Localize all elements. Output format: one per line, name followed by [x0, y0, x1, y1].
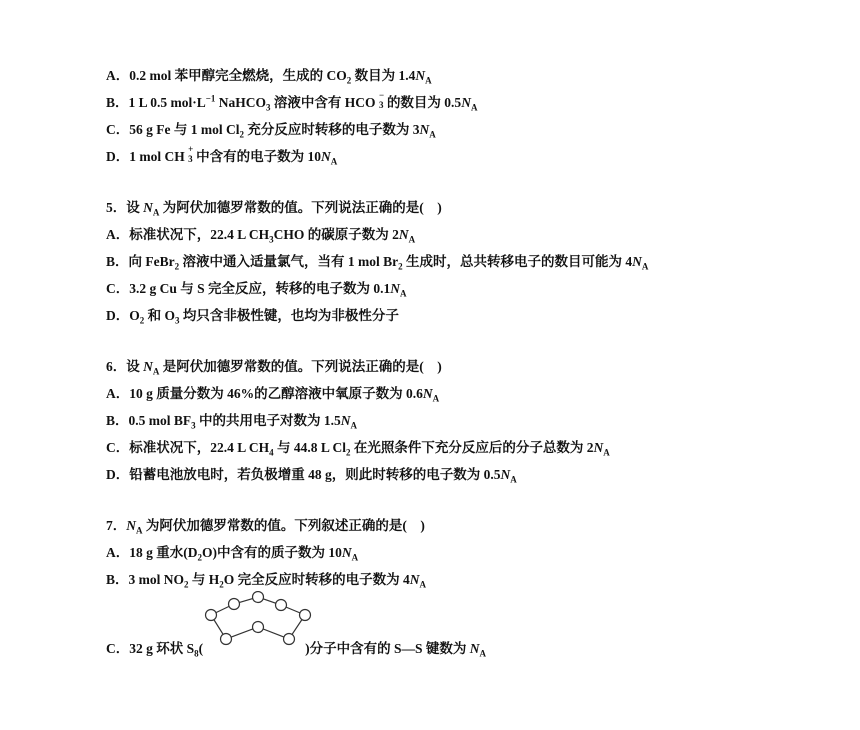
q5-option-a — [106, 223, 415, 245]
text: 的数目为 0.5 — [386, 95, 462, 110]
subscript: 2 — [219, 579, 224, 590]
text: C．3.2 g Cu 与 S 完全反应，转移的电子数为 0.1 — [106, 281, 391, 296]
subscript: 2 — [346, 447, 351, 458]
subscript: A — [350, 420, 358, 431]
text: 数目为 1.4 — [351, 68, 416, 83]
subscript: A — [510, 474, 517, 485]
subscript: 3 — [175, 315, 180, 326]
text: 与 44.8 L Cl — [273, 440, 347, 455]
s8-ring-structure — [203, 591, 315, 653]
text: O 完全反应时转移的电子数为 4 — [223, 572, 410, 587]
text: 和 O — [144, 308, 176, 323]
q5-option-d — [106, 304, 399, 326]
na-symbol: N — [461, 95, 471, 110]
text: )分子中含有的 S—S 键数为 — [305, 641, 470, 656]
na-symbol: N — [593, 440, 604, 455]
text: NaHCO — [215, 95, 267, 110]
na-symbol: N — [321, 149, 331, 164]
subscript: 2 — [398, 261, 403, 272]
q5-option-b — [106, 250, 648, 272]
sulfur-atom — [300, 610, 311, 621]
na-symbol: N — [422, 386, 433, 401]
text: 中含有的电子数为 10 — [196, 149, 321, 164]
subscript: 2 — [174, 261, 180, 272]
text: B．0.5 mol BF — [106, 413, 192, 428]
subscript: A — [408, 234, 416, 245]
text: 与 H — [188, 572, 220, 587]
q5-option-c — [106, 277, 407, 299]
sulfur-atom — [229, 599, 240, 610]
na-symbol: N — [632, 254, 642, 269]
na-symbol: N — [143, 200, 153, 215]
subscript: A — [470, 102, 478, 113]
subscript: 3 — [269, 234, 274, 245]
subscript: A — [330, 156, 338, 167]
text: D．铅蓄电池放电时，若负极增重 48 g，则此时转移的电子数为 0.5 — [106, 467, 501, 482]
q4-option-b — [106, 91, 477, 113]
q4-option-d — [106, 145, 337, 167]
subscript: 3 — [188, 154, 193, 164]
na-symbol: N — [500, 467, 511, 482]
na-symbol: N — [409, 572, 420, 587]
superscript: + — [188, 144, 194, 154]
superscript: − — [378, 90, 385, 100]
q7-option-b — [106, 568, 426, 590]
text: C．56 g Fe 与 1 mol Cl — [106, 122, 240, 137]
subscript: A — [641, 261, 649, 272]
na-symbol: N — [398, 227, 409, 242]
sulfur-atom — [276, 600, 287, 611]
subscript: 2 — [184, 579, 189, 590]
text: 7． — [106, 518, 127, 533]
subscript: A — [479, 648, 487, 659]
subscript: 2 — [239, 129, 244, 140]
subscript: 4 — [269, 447, 274, 458]
ion-charge — [378, 90, 387, 110]
subscript: A — [152, 366, 160, 377]
subscript: A — [136, 525, 143, 536]
na-symbol: N — [419, 122, 430, 137]
text: CHO 的碳原子数为 2 — [273, 227, 399, 242]
na-symbol: N — [415, 68, 426, 83]
q4-option-a — [106, 64, 432, 86]
sulfur-atom — [253, 622, 264, 633]
text: 中的共用电子对数为 1.5 — [195, 413, 341, 428]
q7-option-a — [106, 541, 358, 563]
text: 6．设 — [106, 359, 144, 374]
text: 溶液中通入适量氯气，当有 1 mol Br — [179, 254, 399, 269]
subscript: 3 — [266, 102, 271, 113]
sulfur-atom — [253, 592, 264, 603]
text: D．1 mol CH — [106, 149, 189, 164]
text: 均只含非极性键，也均为非极性分子 — [179, 308, 399, 323]
q6-option-b — [106, 409, 357, 431]
text: B．3 mol NO — [106, 572, 185, 587]
subscript: 2 — [139, 315, 145, 326]
na-symbol: N — [126, 518, 136, 533]
text: 为阿伏加德罗常数的值。下列说法正确的是( ) — [159, 200, 442, 215]
text: 在光照条件下充分反应后的分子总数为 2 — [350, 440, 594, 455]
sulfur-atom — [221, 634, 232, 645]
subscript: 8 — [194, 648, 199, 659]
text: 5．设 — [106, 200, 144, 215]
ion-charge — [188, 144, 196, 164]
text: 是阿伏加德罗常数的值。下列说法正确的是( ) — [159, 359, 442, 374]
subscript: A — [603, 447, 610, 458]
subscript: A — [419, 579, 427, 590]
superscript: −1 — [205, 93, 216, 104]
text: 充分反应时转移的电子数为 3 — [243, 122, 420, 137]
text: A．18 g 重水(D — [106, 545, 198, 560]
text: A．0.2 mol 苯甲醇完全燃烧，生成的 CO — [106, 68, 347, 83]
s8-atoms — [206, 592, 311, 645]
q4-option-c — [106, 118, 436, 140]
q5-stem — [106, 196, 442, 218]
text: C．标准状况下，22.4 L CH — [106, 440, 270, 455]
text: 为阿伏加德罗常数的值。下列叙述正确的是( ) — [142, 518, 425, 533]
subscript: A — [425, 75, 432, 86]
subscript: A — [152, 207, 160, 218]
na-symbol: N — [143, 359, 153, 374]
subscript: 2 — [197, 552, 202, 563]
q6-option-a — [106, 382, 439, 404]
q7-stem — [106, 514, 425, 536]
subscript: A — [432, 393, 440, 404]
text: O)中含有的质子数为 10 — [202, 545, 342, 560]
subscript: 3 — [191, 420, 196, 431]
text: A．10 g 质量分数为 46%的乙醇溶液中氧原子数为 0.6 — [106, 386, 423, 401]
text: D．O — [106, 308, 140, 323]
sulfur-atom — [284, 634, 295, 645]
subscript: A — [429, 129, 436, 140]
subscript: A — [400, 288, 407, 299]
text: 溶液中含有 HCO — [270, 95, 379, 110]
text: C．32 g 环状 S — [106, 641, 195, 656]
text: A．标准状况下，22.4 L CH — [106, 227, 270, 242]
text: ( — [198, 641, 204, 656]
q6-option-d — [106, 463, 517, 485]
sulfur-atom — [206, 610, 217, 621]
q6-stem — [106, 355, 442, 377]
na-symbol: N — [469, 641, 480, 656]
subscript: 2 — [346, 75, 352, 86]
text: B．1 L 0.5 mol·L — [106, 95, 206, 110]
na-symbol: N — [340, 413, 351, 428]
text: 生成时，总共转移电子的数目可能为 4 — [402, 254, 633, 269]
q6-option-c — [106, 436, 610, 458]
na-symbol: N — [341, 545, 352, 560]
subscript: A — [351, 552, 359, 563]
text: B．向 FeBr — [106, 254, 175, 269]
na-symbol: N — [390, 281, 401, 296]
subscript: 3 — [378, 100, 384, 110]
